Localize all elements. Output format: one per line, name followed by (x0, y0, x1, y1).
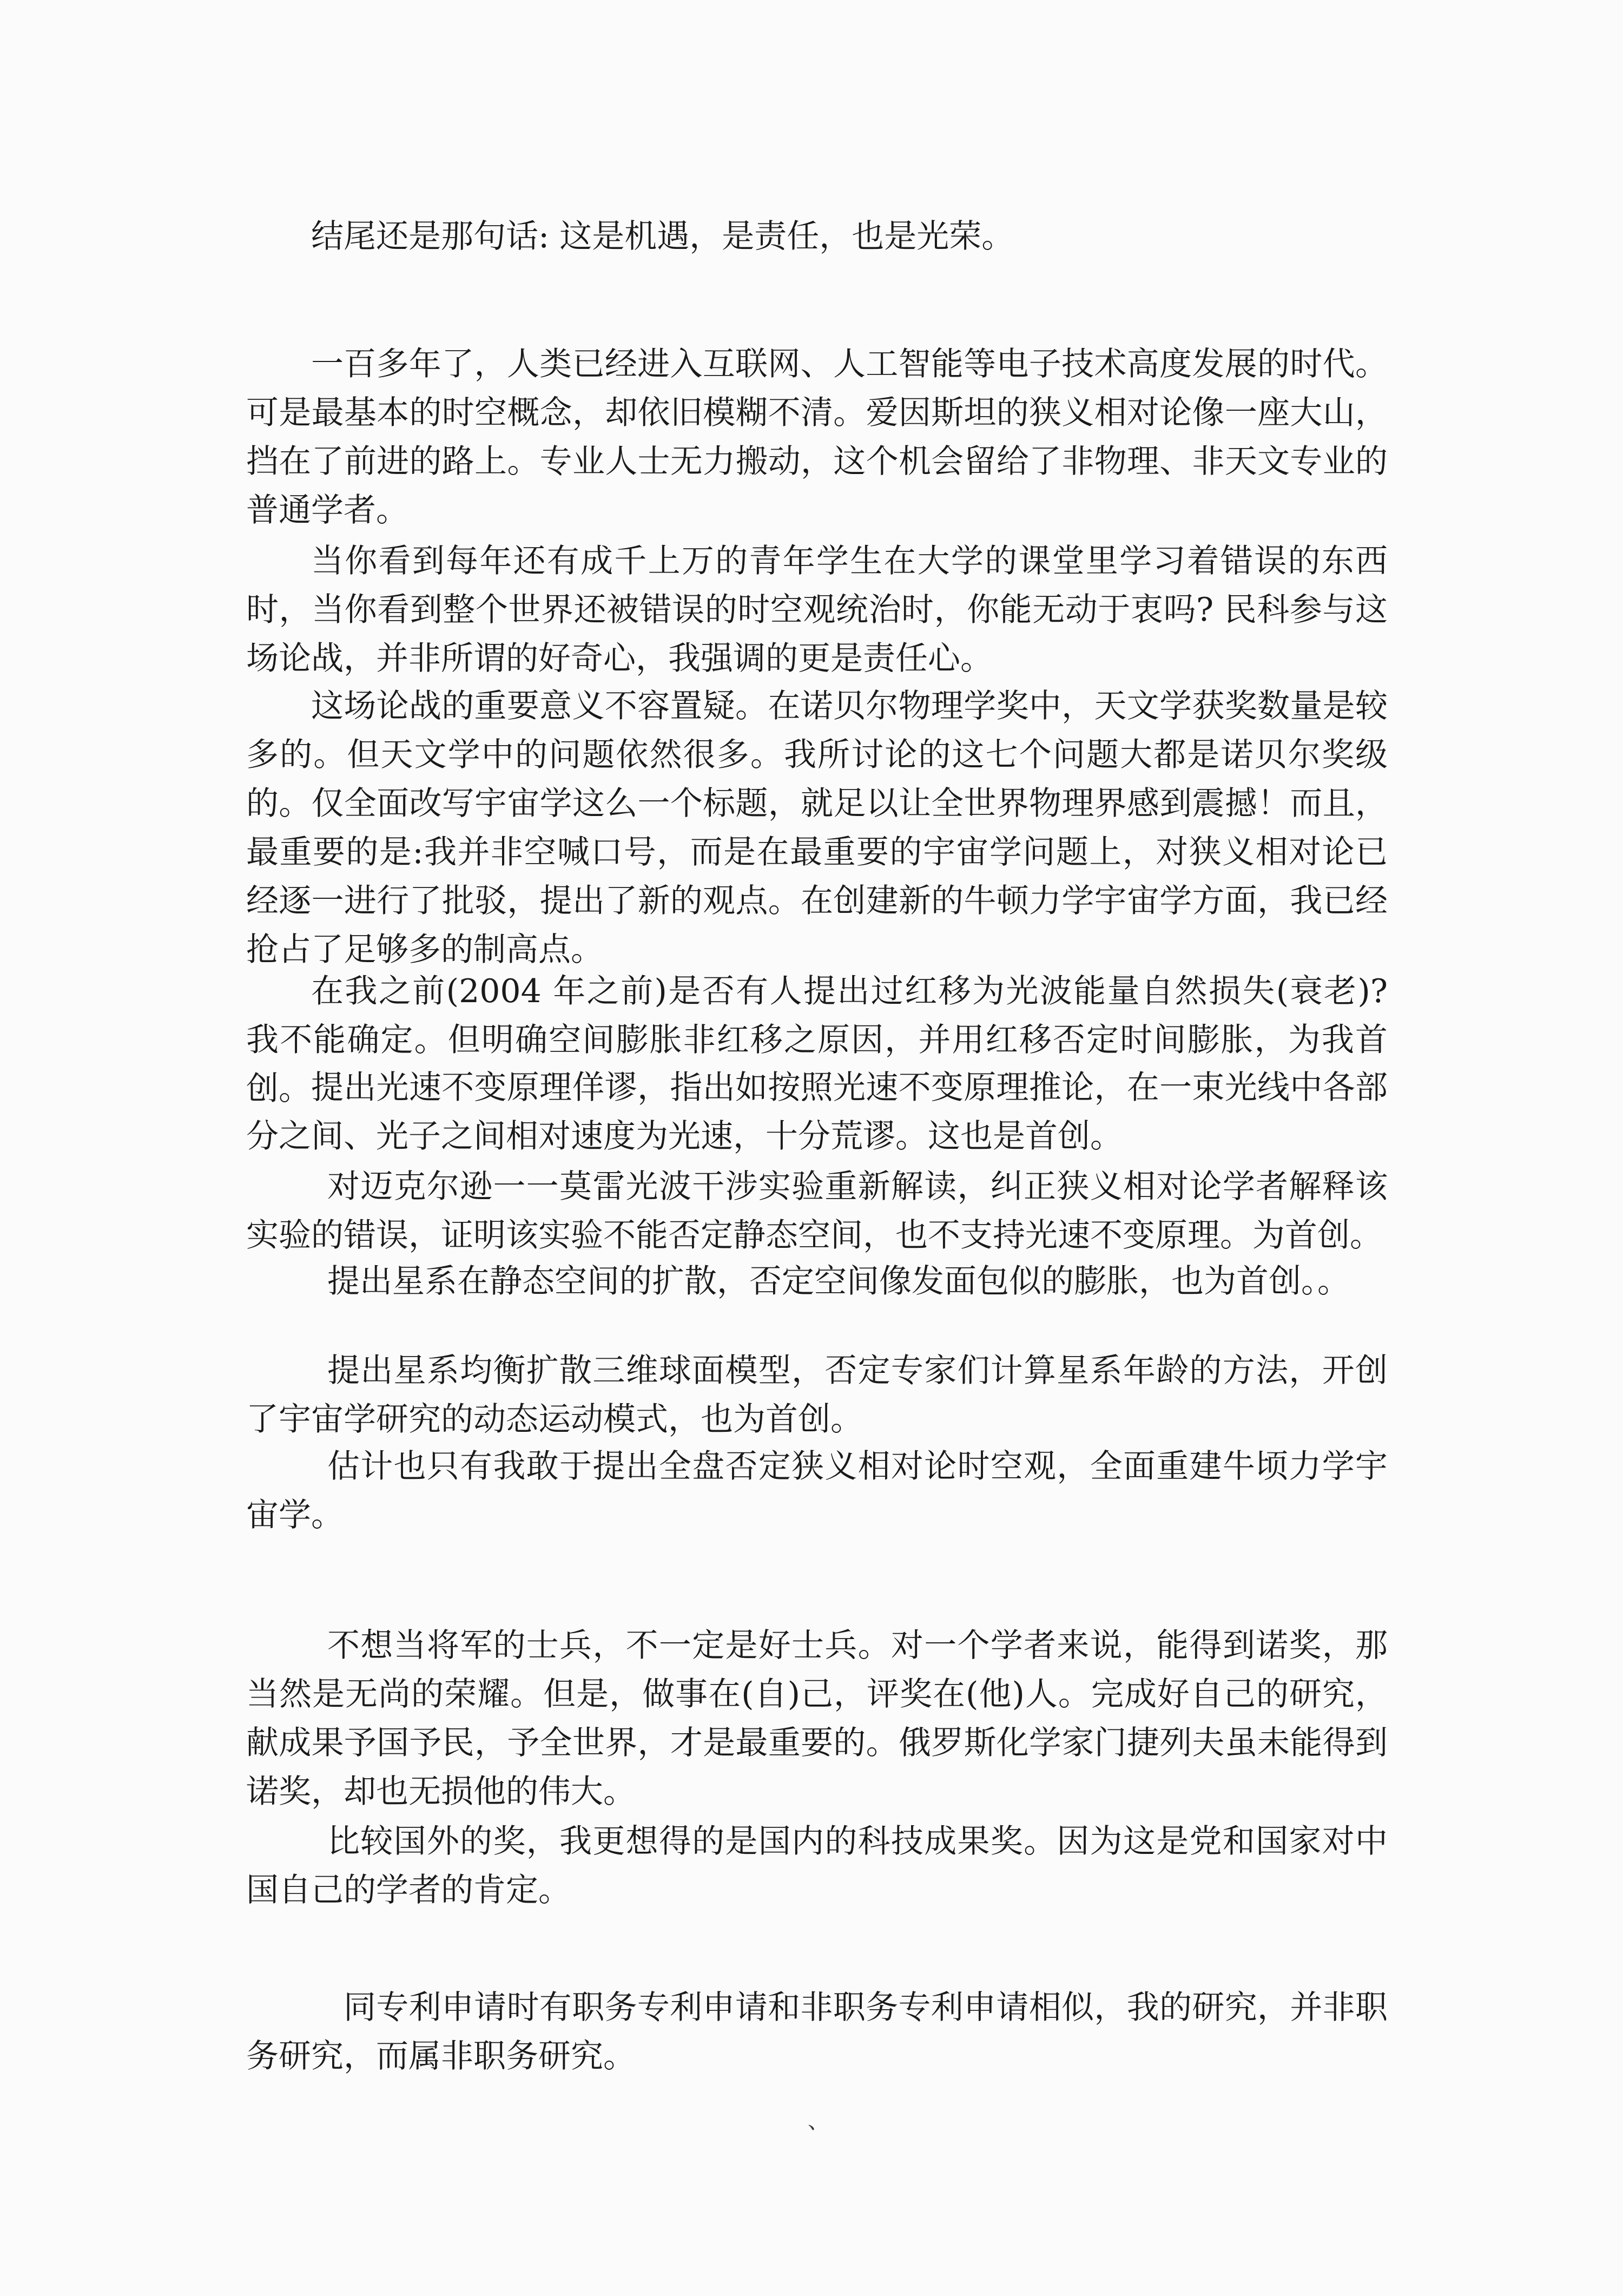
page-footer-mark: 、 (808, 2109, 829, 2134)
paragraph-significance: 这场论战的重要意义不容置疑。在诺贝尔物理学奖中，天文学获奖数量是较多的。但天文学中的问题依然很多。我所讨论的这七个问题大都是诺贝尔奖级的。仅全面改写宇宙学这么一个标题，就足以让全世界物理界感到震撼！而且，最重要的是:我并非空喊口号，而是在最重要的宇宙学问题上，对狭义相对论已经逐一进行了批驳，提出了新的观点。在创建新的牛顿力学宇宙学方面，我已经抢占了足够多的制高点。 (246, 687, 1388, 969)
paragraph-rebuild-cosmology: 估计也只有我敢于提出全盘否定狭义相对论时空观，全面重建牛顷力学宇宙学。 (246, 1448, 1388, 1534)
paragraph-galaxy-diffusion: 提出星系在静态空间的扩散，否定空间像发面包似的膨胀，也为首创。。 (327, 1262, 1350, 1300)
paragraph-michelson-morley: 对迈克尔逊一一莫雷光波干涉实验重新解读，纠正狭义相对论学者解释该实验的错误，证明该实验不能否定静态空间，也不支持光速不变原理。为首创。 (246, 1168, 1388, 1254)
paragraph-domestic-award: 比较国外的奖，我更想得的是国内的科技成果奖。因为这是党和国家对中国自己的学者的肯定。 (246, 1823, 1388, 1909)
paragraph-responsibility: 当你看到每年还有成千上万的青年学生在大学的课堂里学习着错误的东西时，当你看到整个世界还被错误的时空观统治时，你能无动于衷吗? 民科参与这场论战，并非所谓的好奇心，我强调的更是责任心。 (246, 542, 1388, 677)
paragraph-century-intro: 一百多年了，人类已经进入互联网、人工智能等电子技术高度发展的时代。可是最基本的时空概念，却依旧模糊不清。爱因斯坦的狭义相对论像一座大山，挡在了前进的路上。专业人士无力搬动，这个机会留给了非物理、非天文专业的普通学者。 (246, 345, 1388, 529)
paragraph-patent-analogy: 同专利申请时有职务专利申请和非职务专利申请相似，我的研究，并非职务研究，而属非职务研究。 (246, 1989, 1388, 2075)
paragraph-redshift: 在我之前(2004 年之前)是否有人提出过红移为光波能量自然损失(衰老)? 我不能确定。但明确空间膨胀非红移之原因，并用红移否定时间膨胀，为我首创。 (246, 972, 1388, 1108)
paragraph-light-speed: 提出光速不变原理佯谬，指出如按照光速不变原理推论，在一束光线中各部分之间、光子之间相对速度为光速，十分荒谬。这也是首创。 (246, 1069, 1388, 1155)
paragraph-closing-remark: 结尾还是那句话: 这是机遇，是责任，也是光荣。 (311, 218, 1014, 255)
paragraph-sphere-model: 提出星系均衡扩散三维球面模型，否定专家们计算星系年龄的方法，开创了宇宙学研究的动态运动模式，也为首创。 (246, 1352, 1388, 1438)
paragraph-nobel: 不想当将军的士兵，不一定是好士兵。对一个学者来说，能得到诺奖，那当然是无尚的荣耀。但是，做事在(自)己，评奖在(他)人。完成好自己的研究，献成果予国予民，予全世界，才是最重要的。俄罗斯化学家门捷列夫虽未能得到诺奖，却也无损他的伟大。 (246, 1627, 1388, 1811)
